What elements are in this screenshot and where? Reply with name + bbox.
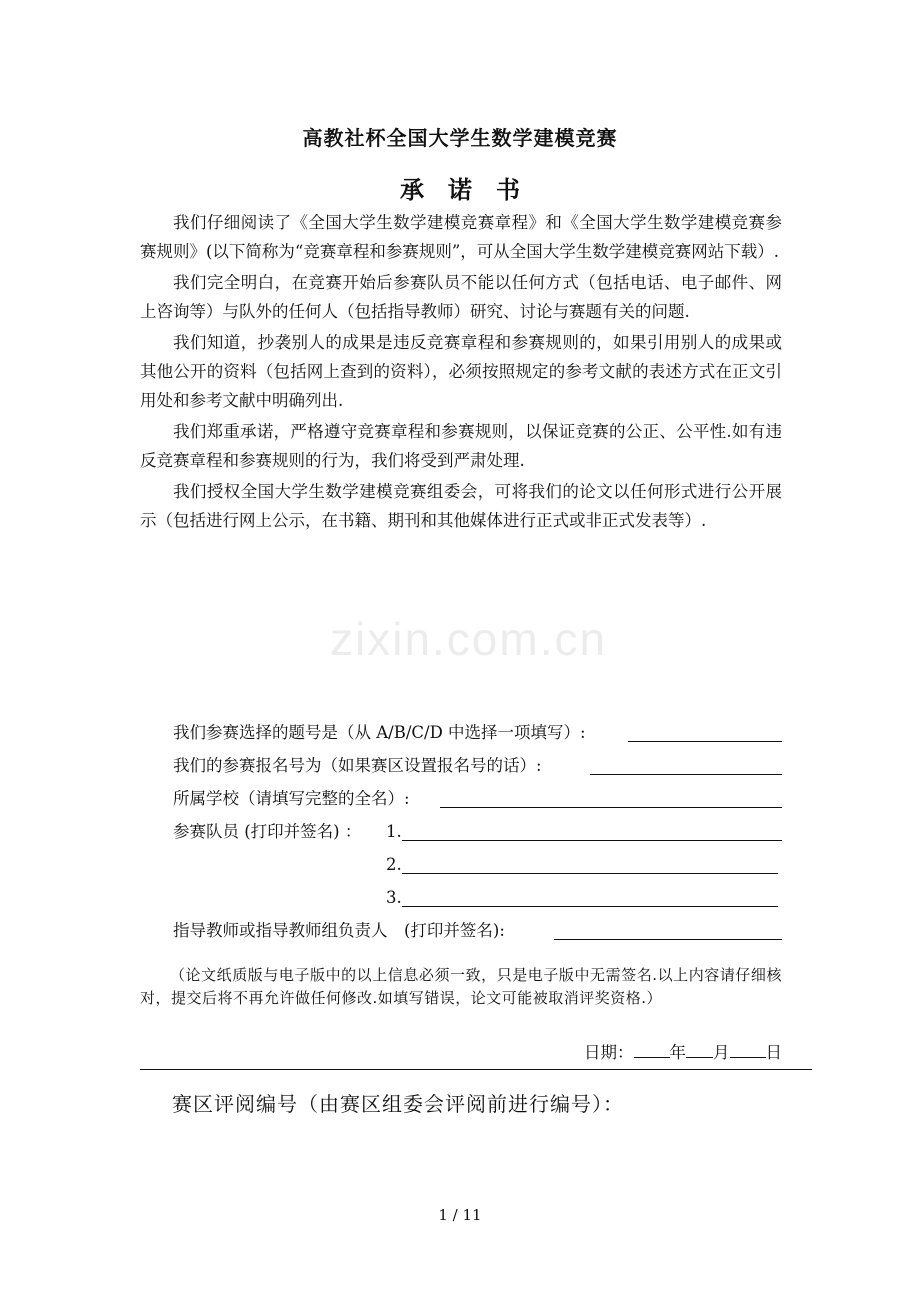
problem-label: 我们参赛选择的题号是（从 A/B/C/D 中选择一项填写）: <box>173 723 586 742</box>
problem-input-line[interactable] <box>628 741 782 742</box>
document-title: 高教社杯全国大学生数学建模竞赛 <box>302 126 618 150</box>
date-day-input[interactable] <box>730 1039 766 1058</box>
section-divider <box>140 1069 812 1070</box>
date-month-input[interactable] <box>686 1039 713 1058</box>
member-1-input-line[interactable] <box>402 840 782 841</box>
member-1-row <box>140 817 782 850</box>
date-label: 日期： <box>584 1043 634 1062</box>
pledge-paragraph-5: 我们授权全国大学生数学建模竞赛组委会，可将我们的论文以任何形式进行公开展示（包括进行网上公示，在书籍、期刊和其他媒体进行正式或非正式发表等）. <box>140 482 782 530</box>
members-label: 参赛队员 (打印并签名) ： <box>173 822 362 841</box>
member-2-row <box>140 850 782 883</box>
school-input-line[interactable] <box>440 807 782 808</box>
page-number: 1 / 11 <box>438 1206 482 1224</box>
watermark: zixin.com.cn <box>330 613 608 665</box>
member-1-number: 1. <box>386 822 402 841</box>
pledge-paragraph-3: 我们知道，抄袭别人的成果是违反竞赛章程和参赛规则的，如果引用别人的成果或其他公开的资料（包括网上查到的资料），必须按照规定的参考文献的表述方式在正文引用处和参考文献中明确列出. <box>140 333 782 410</box>
member-2-number: 2. <box>386 855 402 874</box>
advisor-field-row <box>140 916 782 949</box>
school-label: 所属学校（请填写完整的全名）: <box>173 789 410 808</box>
school-field-row <box>140 784 782 817</box>
registration-field-row <box>140 751 782 784</box>
advisor-label: 指导教师或指导教师组负责人 (打印并签名): <box>173 921 505 940</box>
member-3-number: 3. <box>386 888 402 907</box>
form-fields <box>140 718 782 949</box>
document-subtitle: 承 诺 书 <box>400 175 520 204</box>
pledge-paragraph-2: 我们完全明白，在竞赛开始后参赛队员不能以任何方式（包括电话、电子邮件、网上咨询等）与队外的任何人（包括指导教师）研究、讨论与赛题有关的问题. <box>140 273 782 321</box>
pledge-paragraph-1: 我们仔细阅读了《全国大学生数学建模竞赛章程》和《全国大学生数学建模竞赛参赛规则》(以下简称为“竞赛章程和参赛规则”，可从全国大学生数学建模竞赛网站下载）. <box>140 213 782 261</box>
consistency-note: （论文纸质版与电子版中的以上信息必须一致，只是电子版中无需签名.以上内容请仔细核对，提交后将不再允许做任何修改.如填写错误，论文可能被取消评奖资格.） <box>140 966 782 1007</box>
pledge-paragraph-4: 我们郑重承诺，严格遵守竞赛章程和参赛规则，以保证竞赛的公正、公平性.如有违反竞赛章程和参赛规则的行为，我们将受到严肃处理. <box>140 422 782 470</box>
member-2-input-line[interactable] <box>402 873 778 874</box>
registration-label: 我们的参赛报名号为（如果赛区设置报名号的话）: <box>173 756 542 775</box>
advisor-input-line[interactable] <box>554 939 782 940</box>
problem-field-row <box>140 718 782 751</box>
date-year-label: 年 <box>669 1043 686 1062</box>
member-3-input-line[interactable] <box>402 906 778 907</box>
registration-input-line[interactable] <box>590 774 782 775</box>
review-number-label: 赛区评阅编号（由赛区组委会评阅前进行编号）： <box>172 1092 624 1116</box>
member-3-row <box>140 883 782 916</box>
date-row <box>584 1038 782 1067</box>
date-day-label: 日 <box>765 1043 782 1062</box>
date-year-input[interactable] <box>634 1039 670 1058</box>
pledge-body <box>140 208 782 537</box>
date-month-label: 月 <box>713 1043 730 1062</box>
